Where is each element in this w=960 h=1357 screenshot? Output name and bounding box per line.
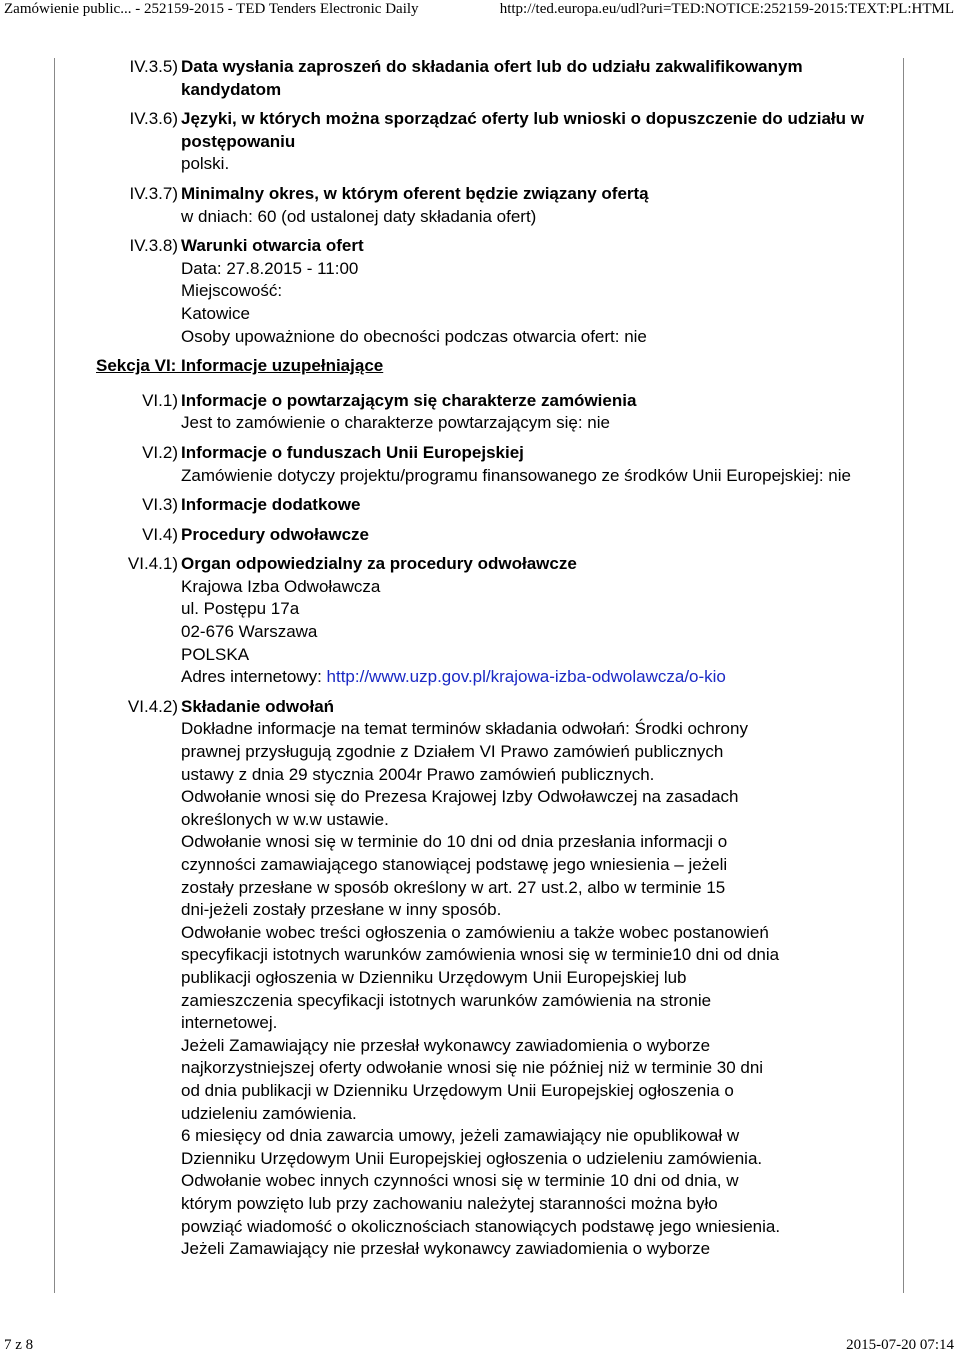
appeal-text-line: specyfikacji istotnych warunków zamówienia wnosi się w terminie10 dni od dnia xyxy=(181,945,780,965)
item-iv-3-7 xyxy=(0,183,960,228)
appeal-text-line: Odwołanie wnosi się w terminie do 10 dni od dnia przesłania informacji o xyxy=(181,832,728,852)
web-address-link[interactable]: http://www.uzp.gov.pl/krajowa-izba-odwolawcza/o-kio xyxy=(326,667,726,687)
review-body-name: Krajowa Izba Odwoławcza xyxy=(181,576,381,596)
item-heading: Minimalny okres, w którym oferent będzie związany ofertą xyxy=(181,183,649,203)
opening-place-label: Miejscowość: xyxy=(181,281,283,301)
appeal-text-line: czynności zamawiającego stanowiącej podstawę jego wniesienia – jeżeli xyxy=(181,855,728,874)
item-number: VI.4.1) xyxy=(127,554,178,574)
item-iv-3-6 xyxy=(0,108,960,176)
appeal-text-line: najkorzystniejszej oferty odwołanie wnosi się nie później niż w terminie 30 dni xyxy=(181,1058,764,1078)
print-header xyxy=(0,0,960,22)
appeal-text-line: określonych w w.w ustawie. xyxy=(181,809,389,829)
notice-content xyxy=(0,56,960,1268)
item-number: IV.3.5) xyxy=(129,57,178,76)
appeal-text-line: powziąć wiadomość o okolicznościach stanowiących podstawę jego wniesienia. xyxy=(181,1216,781,1236)
item-vi-4 xyxy=(0,524,960,547)
item-number: VI.4) xyxy=(142,524,178,544)
section-vi-title: Sekcja VI: Informacje uzupełniające xyxy=(96,356,384,376)
appeal-text-line: Odwołanie wnosi się do Prezesa Krajowej Izby Odwoławczej na zasadach xyxy=(181,787,739,807)
appeal-text-line: ustawy z dnia 29 stycznia 2004r Prawo zamówień publicznych. xyxy=(181,764,655,784)
review-body-street: ul. Postępu 17a xyxy=(181,599,300,619)
item-heading: Języki, w których można sporządzać oferty lub wnioski o dopuszczenie do udziału w postępowaniu xyxy=(181,109,864,151)
print-datetime: 2015-07-20 07:14 xyxy=(846,1337,954,1353)
item-value: Jest to zamówienie o charakterze powtarzającym się: nie xyxy=(181,413,610,433)
item-heading: Data wysłania zaproszeń do składania ofert lub do udziału zakwalifikowanym kandydatom xyxy=(181,57,803,99)
opening-persons: Osoby upoważnione do obecności podczas otwarcia ofert: nie xyxy=(181,326,647,346)
item-heading: Składanie odwołań xyxy=(181,696,335,716)
appeal-text-line: od dnia publikacji w Dzienniku Urzędowym Unii Europejskiej ogłoszenia o xyxy=(181,1080,734,1100)
item-number: VI.2) xyxy=(142,442,178,462)
item-number: VI.1) xyxy=(142,390,178,410)
appeal-text-line: Odwołanie wobec innych czynności wnosi się w terminie 10 dni od dnia, w xyxy=(181,1171,739,1191)
web-address-label: Adres internetowy: xyxy=(181,667,322,687)
item-value: polski. xyxy=(181,154,230,174)
item-heading: Procedury odwoławcze xyxy=(181,524,369,544)
appeal-text-line: zamieszczenia specyfikacji istotnych warunków zamówienia na stronie xyxy=(181,990,712,1010)
print-header-title: Zamówienie public... - 252159-2015 - TED Tenders Electronic Daily xyxy=(4,1,419,17)
appeal-text-line: Dzienniku Urzędowym Unii Europejskiej ogłoszenia o udzieleniu zamówienia. xyxy=(181,1148,763,1168)
print-header-url: http://ted.europa.eu/udl?uri=TED:NOTICE:252159-2015:TEXT:PL:HTML xyxy=(499,1,954,17)
page-number: 7 z 8 xyxy=(4,1337,34,1353)
print-footer xyxy=(0,1337,960,1357)
item-vi-3 xyxy=(0,494,960,517)
item-iv-3-5 xyxy=(0,56,960,101)
item-value: w dniach: 60 (od ustalonej daty składania ofert) xyxy=(181,206,537,226)
review-body-city: 02-676 Warszawa xyxy=(181,622,318,642)
appeal-text-line: prawnej przysługują zgodnie z Działem VI Prawo zamówień publicznych xyxy=(181,742,724,762)
review-body-web xyxy=(181,666,871,689)
appeal-text-line: 6 miesięcy od dnia zawarcia umowy, jeżeli zamawiający nie opublikował w xyxy=(181,1126,740,1146)
opening-place: Katowice xyxy=(181,303,250,323)
item-vi-4-1 xyxy=(0,553,960,689)
item-number: IV.3.8) xyxy=(129,236,178,256)
appeal-text-line: Odwołanie wobec treści ogłoszenia o zamówieniu a także wobec postanowień xyxy=(181,922,769,942)
appeal-text-line: internetowej. xyxy=(181,1013,278,1033)
item-vi-1 xyxy=(0,390,960,435)
item-number: VI.4.2) xyxy=(127,696,178,716)
item-number: IV.3.7) xyxy=(129,183,178,203)
appeal-text-line: którym powzięto lub przy zachowaniu należytej staranności można było xyxy=(181,1193,718,1213)
item-number: IV.3.6) xyxy=(129,109,178,129)
item-value: Zamówienie dotyczy projektu/programu finansowanego ze środków Unii Europejskiej: nie xyxy=(181,465,851,485)
opening-date: Data: 27.8.2015 - 11:00 xyxy=(181,258,359,278)
item-vi-4-2 xyxy=(0,696,960,1261)
appeal-text-line: udzieleniu zamówienia. xyxy=(181,1103,357,1123)
appeal-text-line: Dokładne informacje na temat terminów składania odwołań: Środki ochrony xyxy=(181,719,748,739)
item-number: VI.3) xyxy=(142,495,178,515)
item-heading: Informacje o funduszach Unii Europejskiej xyxy=(181,442,524,462)
appeal-text-line: publikacji ogłoszenia w Dzienniku Urzędowym Unii Europejskiej lub xyxy=(181,967,687,987)
appeal-text-line: zostały przesłane w sposób określony w art. 27 ust.2, albo w terminie 15 xyxy=(181,877,726,897)
item-heading: Informacje o powtarzającym się charakterze zamówienia xyxy=(181,390,637,410)
review-body-country: POLSKA xyxy=(181,644,250,664)
item-heading: Warunki otwarcia ofert xyxy=(181,236,364,256)
item-iv-3-8 xyxy=(0,235,960,348)
item-vi-2 xyxy=(0,442,960,487)
appeal-text-line: Jeżeli Zamawiający nie przesłał wykonawcy zawiadomienia o wyborze xyxy=(181,1239,711,1259)
item-heading: Informacje dodatkowe xyxy=(181,495,361,515)
appeal-text-line: Jeżeli Zamawiający nie przesłał wykonawcy zawiadomienia o wyborze xyxy=(181,1035,711,1055)
item-heading: Organ odpowiedzialny za procedury odwoławcze xyxy=(181,554,577,574)
appeal-text-line: dni-jeżeli zostały przesłane w inny sposób. xyxy=(181,900,502,920)
